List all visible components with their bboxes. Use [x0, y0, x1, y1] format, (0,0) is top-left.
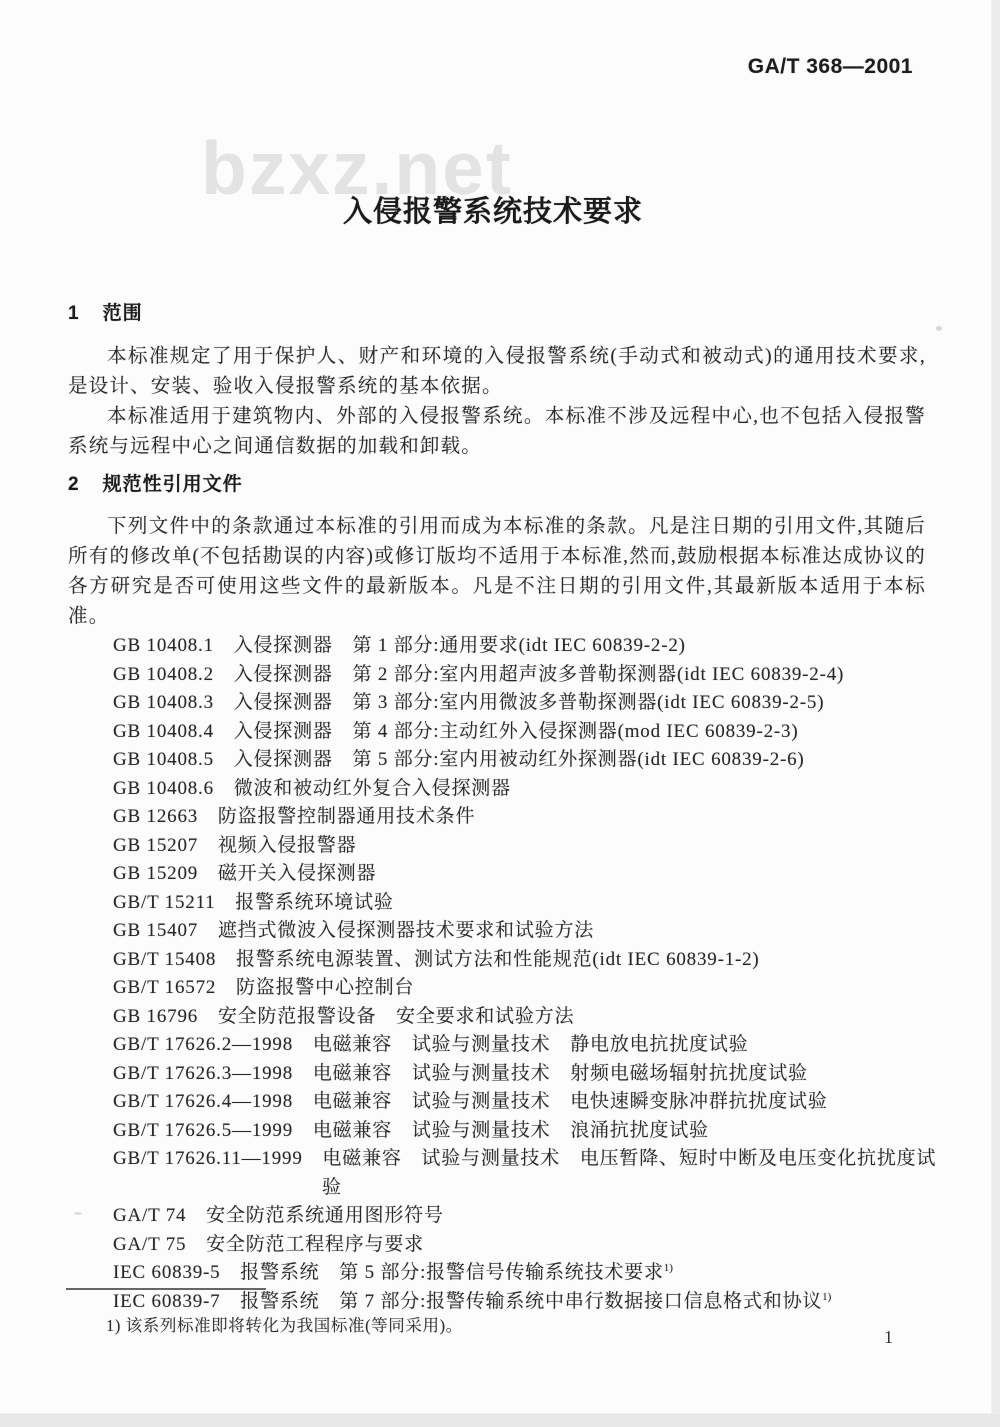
references-list [68, 632, 937, 1316]
reference-text: GB 15407 遮挡式微波入侵探测器技术要求和试验方法 [113, 920, 595, 941]
scan-speck [936, 326, 942, 331]
footnote-marker: 1) [663, 1262, 673, 1274]
reference-text: GA/T 75 安全防范工程程序与要求 [113, 1233, 424, 1255]
reference-item [113, 1145, 937, 1174]
reference-text: GB/T 16572 防盗报警中心控制台 [113, 977, 415, 998]
reference-item [113, 1202, 926, 1231]
reference-text: GB/T 17626.2—1998 电磁兼容 试验与测量技术 静电放电抗扰度试验 [113, 1034, 749, 1055]
scope-paragraph-1: 本标准规定了用于保护人、财产和环境的入侵报警系统(手动式和被动式)的通用技术要求,是设计、安装、验收入侵报警系统的基本依据。 [68, 346, 926, 397]
reference-item [113, 1088, 926, 1117]
reference-text: GB/T 17626.11—1999 电磁兼容 试验与测量技术 电压暂降、短时中断及电压变化抗扰度试 [113, 1148, 937, 1169]
reference-text: IEC 60839-5 报警系统 第 5 部分:报警信号传输系统技术要求 [113, 1262, 664, 1283]
reference-text: GB 16796 安全防范报警设备 安全要求和试验方法 [113, 1005, 575, 1027]
reference-item [113, 803, 926, 832]
reference-item [113, 832, 926, 861]
reference-item [113, 974, 926, 1003]
reference-item [113, 1231, 926, 1260]
reference-text: GB 10408.1 入侵探测器 第 1 部分:通用要求(idt IEC 60839-2-2) [113, 635, 686, 656]
scan-edge-bottom [0, 1413, 1000, 1427]
reference-text: GB 10408.3 入侵探测器 第 3 部分:室内用微波多普勒探测器(idt IEC 60839-2-5) [113, 692, 825, 713]
reference-text: GB 10408.4 入侵探测器 第 4 部分:主动红外入侵探测器(mod IEC 60839-2-3) [113, 720, 799, 742]
footnote: 1) 该系列标准即将转化为我国标准(等同采用)。 [106, 1316, 463, 1335]
reference-text: GB/T 15408 报警系统电源装置、测试方法和性能规范(idt IEC 60839-1-2) [113, 948, 760, 970]
reference-item [113, 718, 926, 747]
section-2-title: 规范性引用文件 [102, 474, 243, 495]
reference-item [113, 1259, 926, 1288]
reference-item [113, 775, 926, 804]
footnote-rule [66, 1288, 266, 1290]
reference-text: GB/T 17626.4—1998 电磁兼容 试验与测量技术 电快速瞬变脉冲群抗扰度试验 [113, 1091, 828, 1112]
footnote-marker: 1) [822, 1290, 832, 1303]
reference-text: GB 15207 视频入侵报警器 [113, 834, 357, 856]
watermark: bzxz.net [201, 126, 513, 210]
reference-item [113, 917, 926, 946]
reference-text: GB/T 17626.5—1999 电磁兼容 试验与测量技术 浪涌抗扰度试验 [113, 1119, 709, 1141]
section-2-heading [68, 474, 926, 496]
section-1-number: 1 [68, 303, 80, 324]
reference-item [113, 860, 926, 889]
reference-text: GB 15209 磁开关入侵探测器 [113, 863, 377, 884]
reference-text: IEC 60839-7 报警系统 第 7 部分:报警传输系统中串行数据接口信息格式和协议 [113, 1290, 823, 1312]
reference-text: GA/T 74 安全防范系统通用图形符号 [113, 1205, 444, 1226]
scope-paragraph-2: 本标准适用于建筑物内、外部的入侵报警系统。本标准不涉及远程中心,也不包括入侵报警系统与远程中心之间通信数据的加载和卸载。 [68, 406, 926, 457]
reference-text: GB/T 15211 报警系统环境试验 [113, 891, 394, 913]
section-1-heading [68, 303, 926, 325]
reference-item [113, 689, 926, 718]
document-title: 入侵报警系统技术要求 [342, 196, 643, 228]
reference-item [113, 1003, 926, 1032]
reference-text: GB 10408.6 微波和被动红外复合入侵探测器 [113, 777, 511, 799]
reference-item [113, 632, 926, 661]
reference-item [113, 889, 926, 918]
reference-text: GB/T 17626.3—1998 电磁兼容 试验与测量技术 射频电磁场辐射抗扰度试验 [113, 1062, 808, 1084]
section-2-number: 2 [68, 474, 80, 495]
footnote-area [66, 1288, 766, 1336]
reference-item [113, 661, 926, 690]
document-body [68, 303, 937, 1316]
reference-text: GB 12663 防盗报警控制器通用技术条件 [113, 806, 476, 827]
references-intro-paragraph: 下列文件中的条款通过本标准的引用而成为本标准的条款。凡是注日期的引用文件,其随后所有的修改单(不包括勘误的内容)或修订版均不适用于本标准,然而,鼓励根据本标准达成协议的各方研究是否可使用这些文件的最新版本。凡是不注日期的引用文件,其最新版本适用于本标准。 [68, 516, 926, 627]
reference-item [113, 746, 926, 775]
reference-text: GB 10408.5 入侵探测器 第 5 部分:室内用被动红外探测器(idt IEC 60839-2-6) [113, 749, 805, 770]
page-number: 1 [884, 1327, 893, 1347]
reference-item [113, 1117, 926, 1146]
reference-item [113, 946, 926, 975]
section-1-title: 范围 [102, 303, 143, 324]
standard-code: GA/T 368—2001 [747, 55, 913, 78]
reference-item [322, 1174, 926, 1203]
reference-item [113, 1031, 926, 1060]
reference-text: GB 10408.2 入侵探测器 第 2 部分:室内用超声波多普勒探测器(idt IEC 60839-2-4) [113, 663, 845, 685]
reference-text: 验 [322, 1176, 342, 1198]
reference-item [113, 1060, 926, 1089]
